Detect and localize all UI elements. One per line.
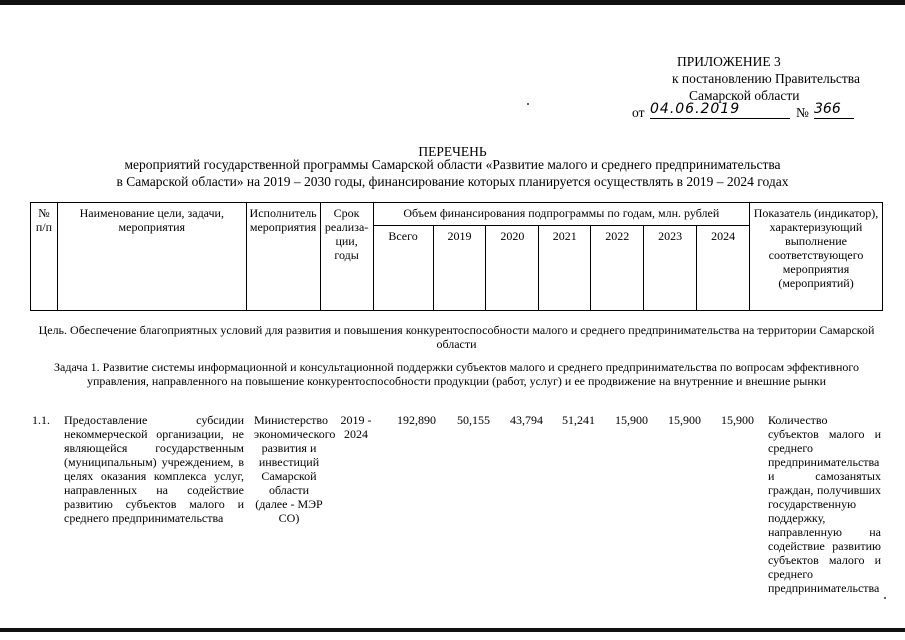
number-label: № (796, 105, 809, 120)
header-term: Срок реализа-ции, годы (320, 203, 373, 311)
scan-bottom-border (0, 628, 905, 632)
row-value-total: 192,890 (397, 413, 436, 427)
goal-row: Цель. Обеспечение благоприятных условий для развития и повышения конкурентоспособности малого и среднего предпринимательства на территории Самарской области (38, 323, 875, 351)
header-funding: Объем финансирования подпрограммы по годам, млн. рублей (373, 203, 749, 226)
header-num: № п/п (31, 203, 58, 311)
header-name: Наименование цели, задачи, мероприятия (57, 203, 246, 311)
header-indicator: Показатель (индикатор), характеризующий выполнение соответствующего мероприятия (мероприятий) (750, 203, 883, 311)
row-indicator: Количество субъектов малого и среднего предпринимательства и самозанятых граждан, получивших государственную поддержку, направленную на содействие развитию субъектов малого и среднего предпринимательства (768, 413, 881, 595)
header-year-2024: 2024 (697, 226, 750, 311)
appendix-signature-line (600, 101, 860, 122)
row-value-2023: 15,900 (668, 413, 701, 427)
appendix-ref: к постановлению Правительства (671, 71, 860, 86)
row-name: Предоставление субсидии некоммерческой организации, не являющейся государственным (муниципальным) учреждением, в целях оказания комплекса услуг, направленных на содействие развитию субъектов малого и среднего предпринимательства (64, 413, 244, 525)
row-value-2021: 51,241 (562, 413, 595, 427)
appendix-region: Самарской области (689, 88, 800, 103)
header-executor: Исполнитель мероприятия (246, 203, 320, 311)
scan-speck (884, 597, 886, 599)
document-title: ПЕРЕЧЕНЬ (418, 144, 487, 159)
task-row: Задача 1. Развитие системы информационной и консультационной поддержки субъектов малого и среднего предпринимательства по вопросам эффективного управления, направленного на повышение конкурентоспособности продукции (работ, услуг) и ее продвижение на внутренние и внешние рынки (54, 360, 859, 388)
funding-table-header (30, 202, 883, 311)
row-value-2019: 50,155 (457, 413, 490, 427)
scan-top-border (0, 0, 905, 5)
row-value-2024: 15,900 (721, 413, 754, 427)
from-label: от (632, 105, 645, 120)
header-year-2019: 2019 (433, 226, 486, 311)
header-year-total: Всего (373, 226, 433, 311)
header-year-2023: 2023 (644, 226, 697, 311)
document-number: 366 (814, 101, 854, 119)
document-date: 04.06.2019 (650, 101, 790, 119)
row-num: 1.1. (32, 413, 50, 427)
row-value-2020: 43,794 (510, 413, 543, 427)
header-year-2020: 2020 (486, 226, 539, 311)
header-year-2022: 2022 (591, 226, 644, 311)
header-year-2021: 2021 (539, 226, 591, 311)
scan-speck (527, 103, 529, 105)
appendix-header (600, 53, 860, 122)
document-subtitle-line1: мероприятий государственной программы Самарской области «Развитие малого и среднего предпринимательства (124, 157, 781, 172)
row-executor: Министерство экономического развития и инвестиций Самарской области (далее - МЭР СО) (254, 413, 336, 525)
appendix-title: ПРИЛОЖЕНИЕ 3 (677, 54, 781, 69)
document-subtitle-line2: в Самарской области» на 2019 – 2030 годы, финансирование которых планируется осуществлять в 2019 – 2024 годах (116, 174, 789, 189)
row-term: 2019 - 2024 (340, 413, 372, 441)
row-value-2022: 15,900 (615, 413, 648, 427)
